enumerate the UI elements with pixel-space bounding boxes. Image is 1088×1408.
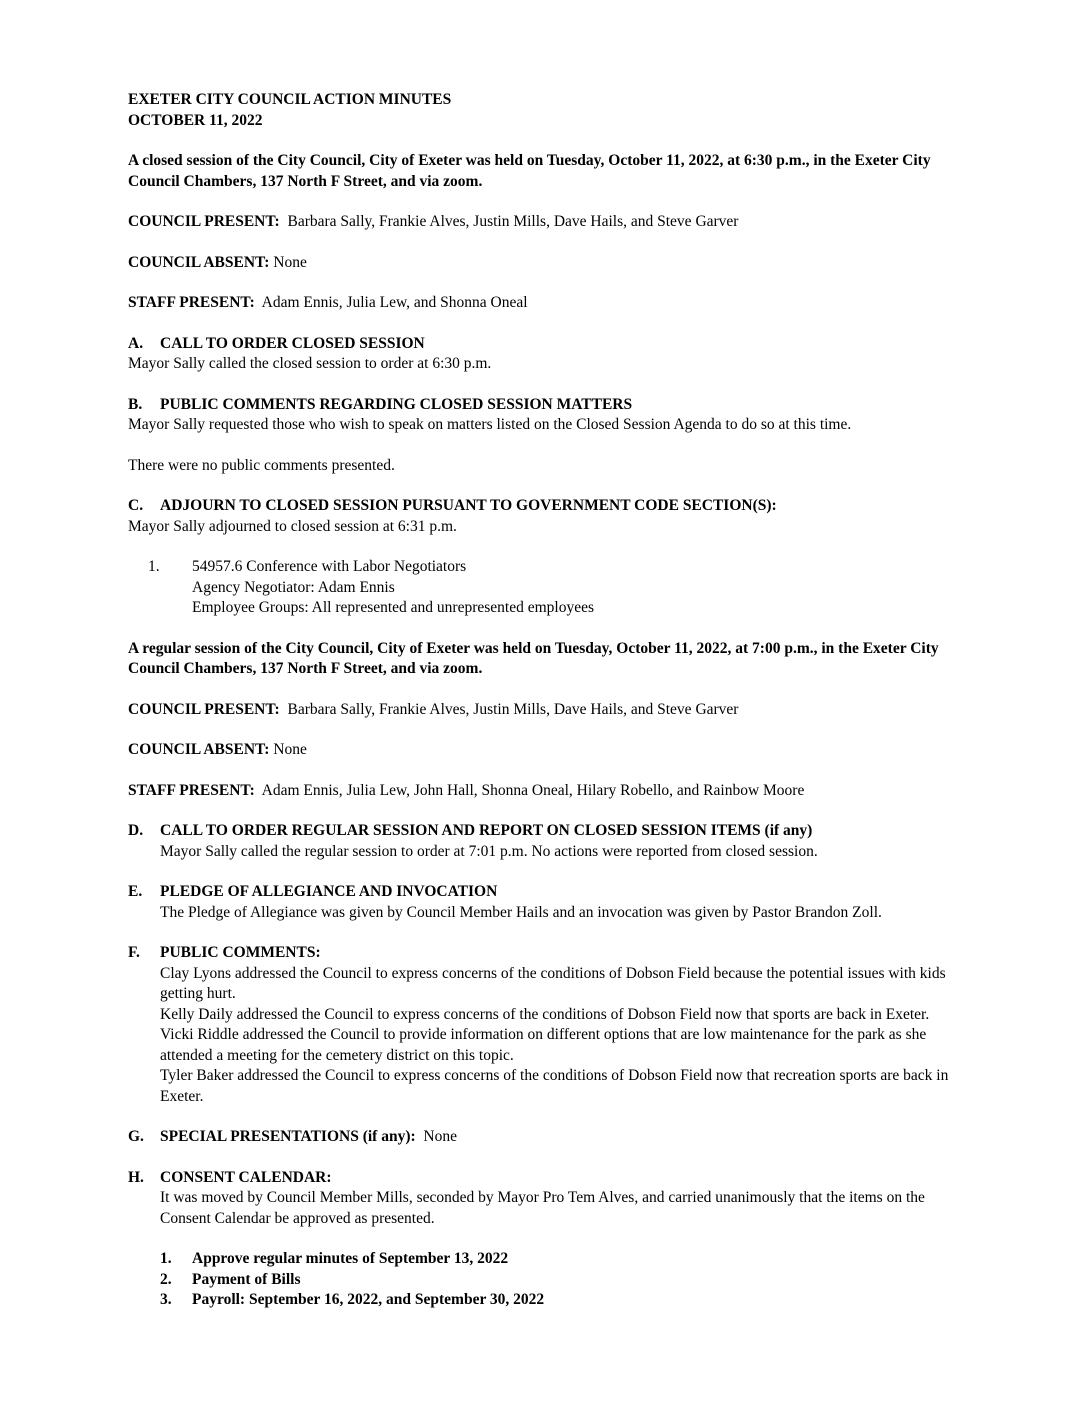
section-b-body-2: There were no public comments presented. bbox=[128, 456, 395, 474]
list-item: 3. Payroll: September 16, 2022, and September 30, 2022 bbox=[160, 1291, 545, 1308]
section-e-heading: E. PLEDGE OF ALLEGIANCE AND INVOCATION bbox=[128, 883, 498, 900]
section-a-body: Mayor Sally called the closed session to order at 6:30 p.m. bbox=[128, 355, 492, 372]
document-date: OCTOBER 11, 2022 bbox=[128, 111, 263, 129]
public-comment: Tyler Baker addressed the Council to express concerns of the conditions of Dobson Field now that recreation sports are back in Exeter. bbox=[160, 1067, 949, 1105]
closed-session-intro: A closed session of the City Council, City of Exeter was held on Tuesday, October 11, 2022, at 6:30 p.m., in the Exeter City Council Chambers, 137 North F Street, and via zoom. bbox=[128, 152, 931, 190]
section-g-heading: G. SPECIAL PRESENTATIONS (if any): None bbox=[128, 1128, 457, 1145]
minutes-page bbox=[128, 90, 968, 1311]
public-comment: Clay Lyons addressed the Council to express concerns of the conditions of Dobson Field because the potential issues with kids getting hurt. bbox=[160, 964, 946, 1002]
section-d-body: Mayor Sally called the regular session to order at 7:01 p.m. No actions were reported from closed session. bbox=[160, 842, 818, 860]
regular-council-present: COUNCIL PRESENT: Barbara Sally, Frankie Alves, Justin Mills, Dave Hails, and Steve Garver bbox=[128, 700, 739, 718]
closed-council-absent: COUNCIL ABSENT: None bbox=[128, 253, 307, 271]
document-title: EXETER CITY COUNCIL ACTION MINUTES bbox=[128, 91, 452, 108]
section-a-heading: A. CALL TO ORDER CLOSED SESSION bbox=[128, 334, 425, 352]
list-item: 1. Approve regular minutes of September 13, 2022 bbox=[160, 1250, 509, 1267]
closed-council-present: COUNCIL PRESENT: Barbara Sally, Frankie Alves, Justin Mills, Dave Hails, and Steve Garver bbox=[128, 213, 739, 230]
list-item: 1. 54957.6 Conference with Labor Negotiators Agency Negotiator: Adam Ennis Employee Groups: All represented and unrepresented employees bbox=[148, 558, 595, 616]
regular-session-intro: A regular session of the City Council, City of Exeter was held on Tuesday, October 11, 2022, at 7:00 p.m., in the Exeter City Council Chambers, 137 North F Street, and via zoom. bbox=[128, 639, 939, 677]
regular-staff-present: STAFF PRESENT: Adam Ennis, Julia Lew, John Hall, Shonna Oneal, Hilary Robello, and Rainbow Moore bbox=[128, 781, 805, 799]
section-h-heading: H. CONSENT CALENDAR: bbox=[128, 1168, 332, 1186]
section-c-heading: C. ADJOURN TO CLOSED SESSION PURSUANT TO GOVERNMENT CODE SECTION(S): bbox=[128, 497, 777, 514]
public-comment: Vicki Riddle addressed the Council to provide information on different options that are low maintenance for the park as she attended a meeting for the cemetery district on this topic. bbox=[160, 1026, 927, 1064]
public-comment: Kelly Daily addressed the Council to express concerns of the conditions of Dobson Field now that sports are back in Exeter. bbox=[160, 1005, 930, 1023]
section-d-heading: D. CALL TO ORDER REGULAR SESSION AND REPORT ON CLOSED SESSION ITEMS (if any) bbox=[128, 822, 813, 839]
list-item: 2. Payment of Bills bbox=[160, 1270, 301, 1288]
section-c-body: Mayor Sally adjourned to closed session at 6:31 p.m. bbox=[128, 517, 457, 535]
section-h-body: It was moved by Council Member Mills, seconded by Mayor Pro Tem Alves, and carried unanimously that the items on the Consent Calendar be approved as presented. bbox=[160, 1189, 925, 1227]
closed-staff-present: STAFF PRESENT: Adam Ennis, Julia Lew, and Shonna Oneal bbox=[128, 294, 528, 311]
section-b-body: Mayor Sally requested those who wish to speak on matters listed on the Closed Session Agenda to do so at this time. bbox=[128, 416, 852, 433]
closed-session-items bbox=[128, 557, 968, 619]
regular-council-absent: COUNCIL ABSENT: None bbox=[128, 741, 307, 758]
section-e-body: The Pledge of Allegiance was given by Council Member Hails and an invocation was given by Pastor Brandon Zoll. bbox=[160, 903, 882, 921]
section-f-heading: F. PUBLIC COMMENTS: bbox=[128, 944, 321, 961]
section-b-heading: B. PUBLIC COMMENTS REGARDING CLOSED SESSION MATTERS bbox=[128, 395, 633, 413]
